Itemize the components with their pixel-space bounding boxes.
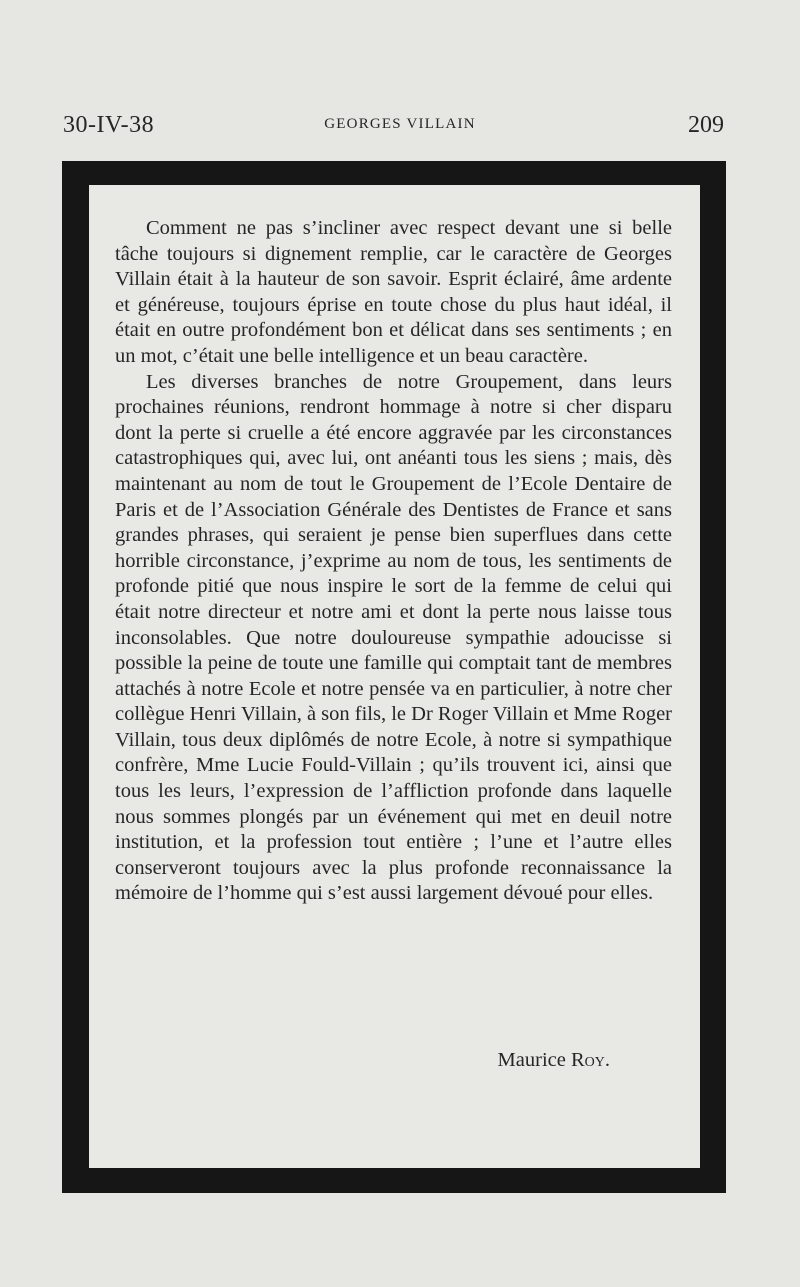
body-text	[115, 216, 672, 907]
paragraph-condolences: Les diverses branches de notre Groupement, dans leurs prochaines réunions, rendront hommage à notre si cher disparu dont la perte si cruelle a été encore aggravée par les circonstances catastrophiques qui, avec lui, ont anéanti tous les siens ; mais, dès maintenant au nom de tout le Groupement de l’Ecole Dentaire de Paris et de l’Association Générale des Dentistes de France et sans grandes phrases, qui seraient je pense bien superflues dans cette horrible circonstance, j’exprime au nom de tous, les sentiments de profonde pitié que nous inspire le sort de la femme de celui qui était notre directeur et notre ami et dont la perte nous laisse tous inconsolables. Que notre douloureuse sympathie adoucisse si possible la peine de toute une famille qui comptait tant de membres attachés à notre Ecole et notre pensée va en particulier, à notre cher collègue Henri Villain, à son fils, le Dr Roger Villain et Mme Roger Villain, tous deux diplômés de notre Ecole, à notre si sympathique confrère, Mme Lucie Fould-Villain ; qu’ils trouvent ici, ainsi que tous les leurs, l’expression de l’affliction profonde dans laquelle nous sommes plongés par un événement qui met en deuil notre institution, et la profession tout entière ; l’une et l’autre elles conserveront toujours avec la plus profonde reconnaissance la mémoire de l’homme qui s’est aussi largement dévoué pour elles.	[115, 370, 672, 905]
signature-last-name: Roy.	[570, 1049, 610, 1071]
issue-date: 30-IV-38	[63, 112, 155, 138]
paragraph-tribute: Comment ne pas s’incliner avec respect devant une si belle tâche toujours si dignement remplie, car le caractère de Georges Villain était à la hauteur de son savoir. Esprit éclairé, âme ardente et généreuse, toujours éprise en toute chose du plus haut idéal, il était en outre profondément bon et délicat dans ses sentiments ; en un mot, c’était une belle intelligence et un beau caractère.	[115, 217, 672, 367]
signature	[360, 1047, 610, 1073]
running-head	[0, 112, 800, 142]
running-title: GEORGES VILLAIN	[324, 116, 476, 132]
signature-first-name: Maurice	[497, 1049, 566, 1071]
page-number: 209	[688, 112, 724, 138]
